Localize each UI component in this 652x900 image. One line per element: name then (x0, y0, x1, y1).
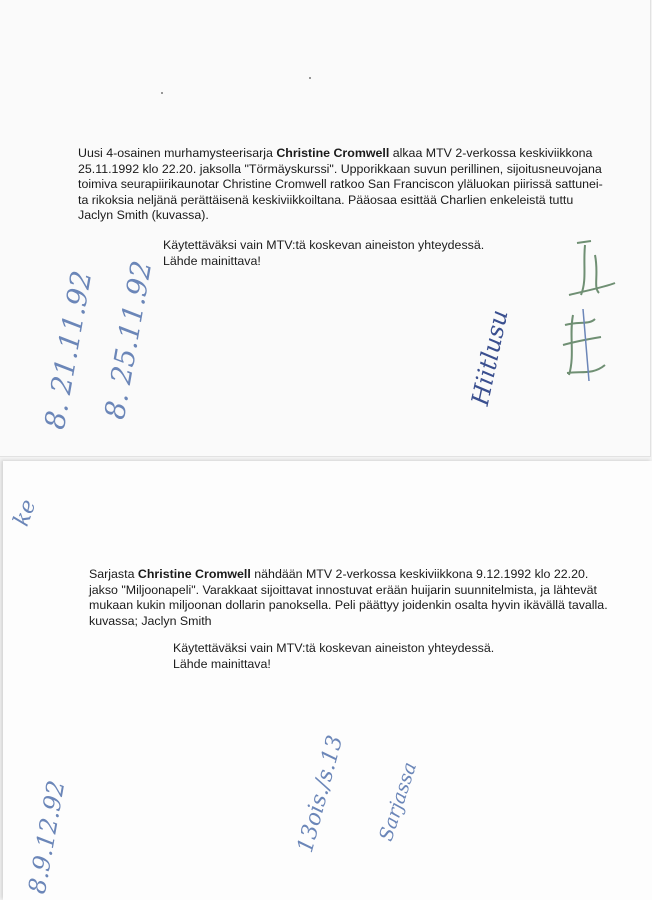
handwritten-date: 8.9.12.92 (23, 778, 71, 896)
press-release-paragraph: Sarjasta Christine Cromwell nähdään MTV 2-verkossa keskiviikkona 9.12.1992 klo 22.20. jakso "Miljoonapeli". Varakkaat sijoittavat innostuvat erään huijarin suunnitelmista, ja lähtevät mukaan kukin miljoonan dollarin panoksella. Peli päättyy joidenkin osalta hyvin ikävällä tavalla. kuvassa; Jaclyn Smith (89, 567, 608, 628)
handwritten-corner-mark: ke (9, 496, 42, 530)
usage-note: Käytettäväksi vain MTV:tä koskevan aineiston yhteydessä. Lähde mainittava! (163, 238, 485, 268)
series-title: Christine Cromwell (137, 567, 251, 581)
handwritten-signature: Hiitlusu (466, 307, 514, 408)
handwritten-code: 13ois./s.13 (293, 732, 349, 856)
paper-speck (161, 92, 163, 94)
series-title: Christine Cromwell (276, 146, 390, 160)
press-release-paragraph: Uusi 4-osainen murhamysteerisarja Christine Cromwell alkaa MTV 2-verkossa keskiviikkona 25.11.1992 klo 22.20. jaksolla "Törmäyskurssi". Upporikkaan suvun perillinen, sijoitusneuvojana toimiva seurapiirikaunotar Christine Cromwell ratkoo San Franciscon yläluokan piirissä sattunei- ta rikoksia neljänä perättäisenä keskiviikkoiltana. Pääosaa esittää Charlien enkeleistä tuttu Jaclyn Smith (kuvassa). (78, 146, 603, 223)
handwritten-note: Sarjassa (375, 759, 422, 844)
press-card-bottom (3, 461, 652, 900)
handwritten-date-right: 8. 25.11.92 (98, 258, 159, 422)
paper-speck (309, 77, 311, 79)
usage-note: Käytettäväksi vain MTV:tä koskevan aineiston yhteydessä. Lähde mainittava! (173, 641, 495, 671)
green-stamp-scribble-icon (555, 225, 625, 390)
handwritten-date-left: 8. 21.11.92 (38, 268, 99, 432)
